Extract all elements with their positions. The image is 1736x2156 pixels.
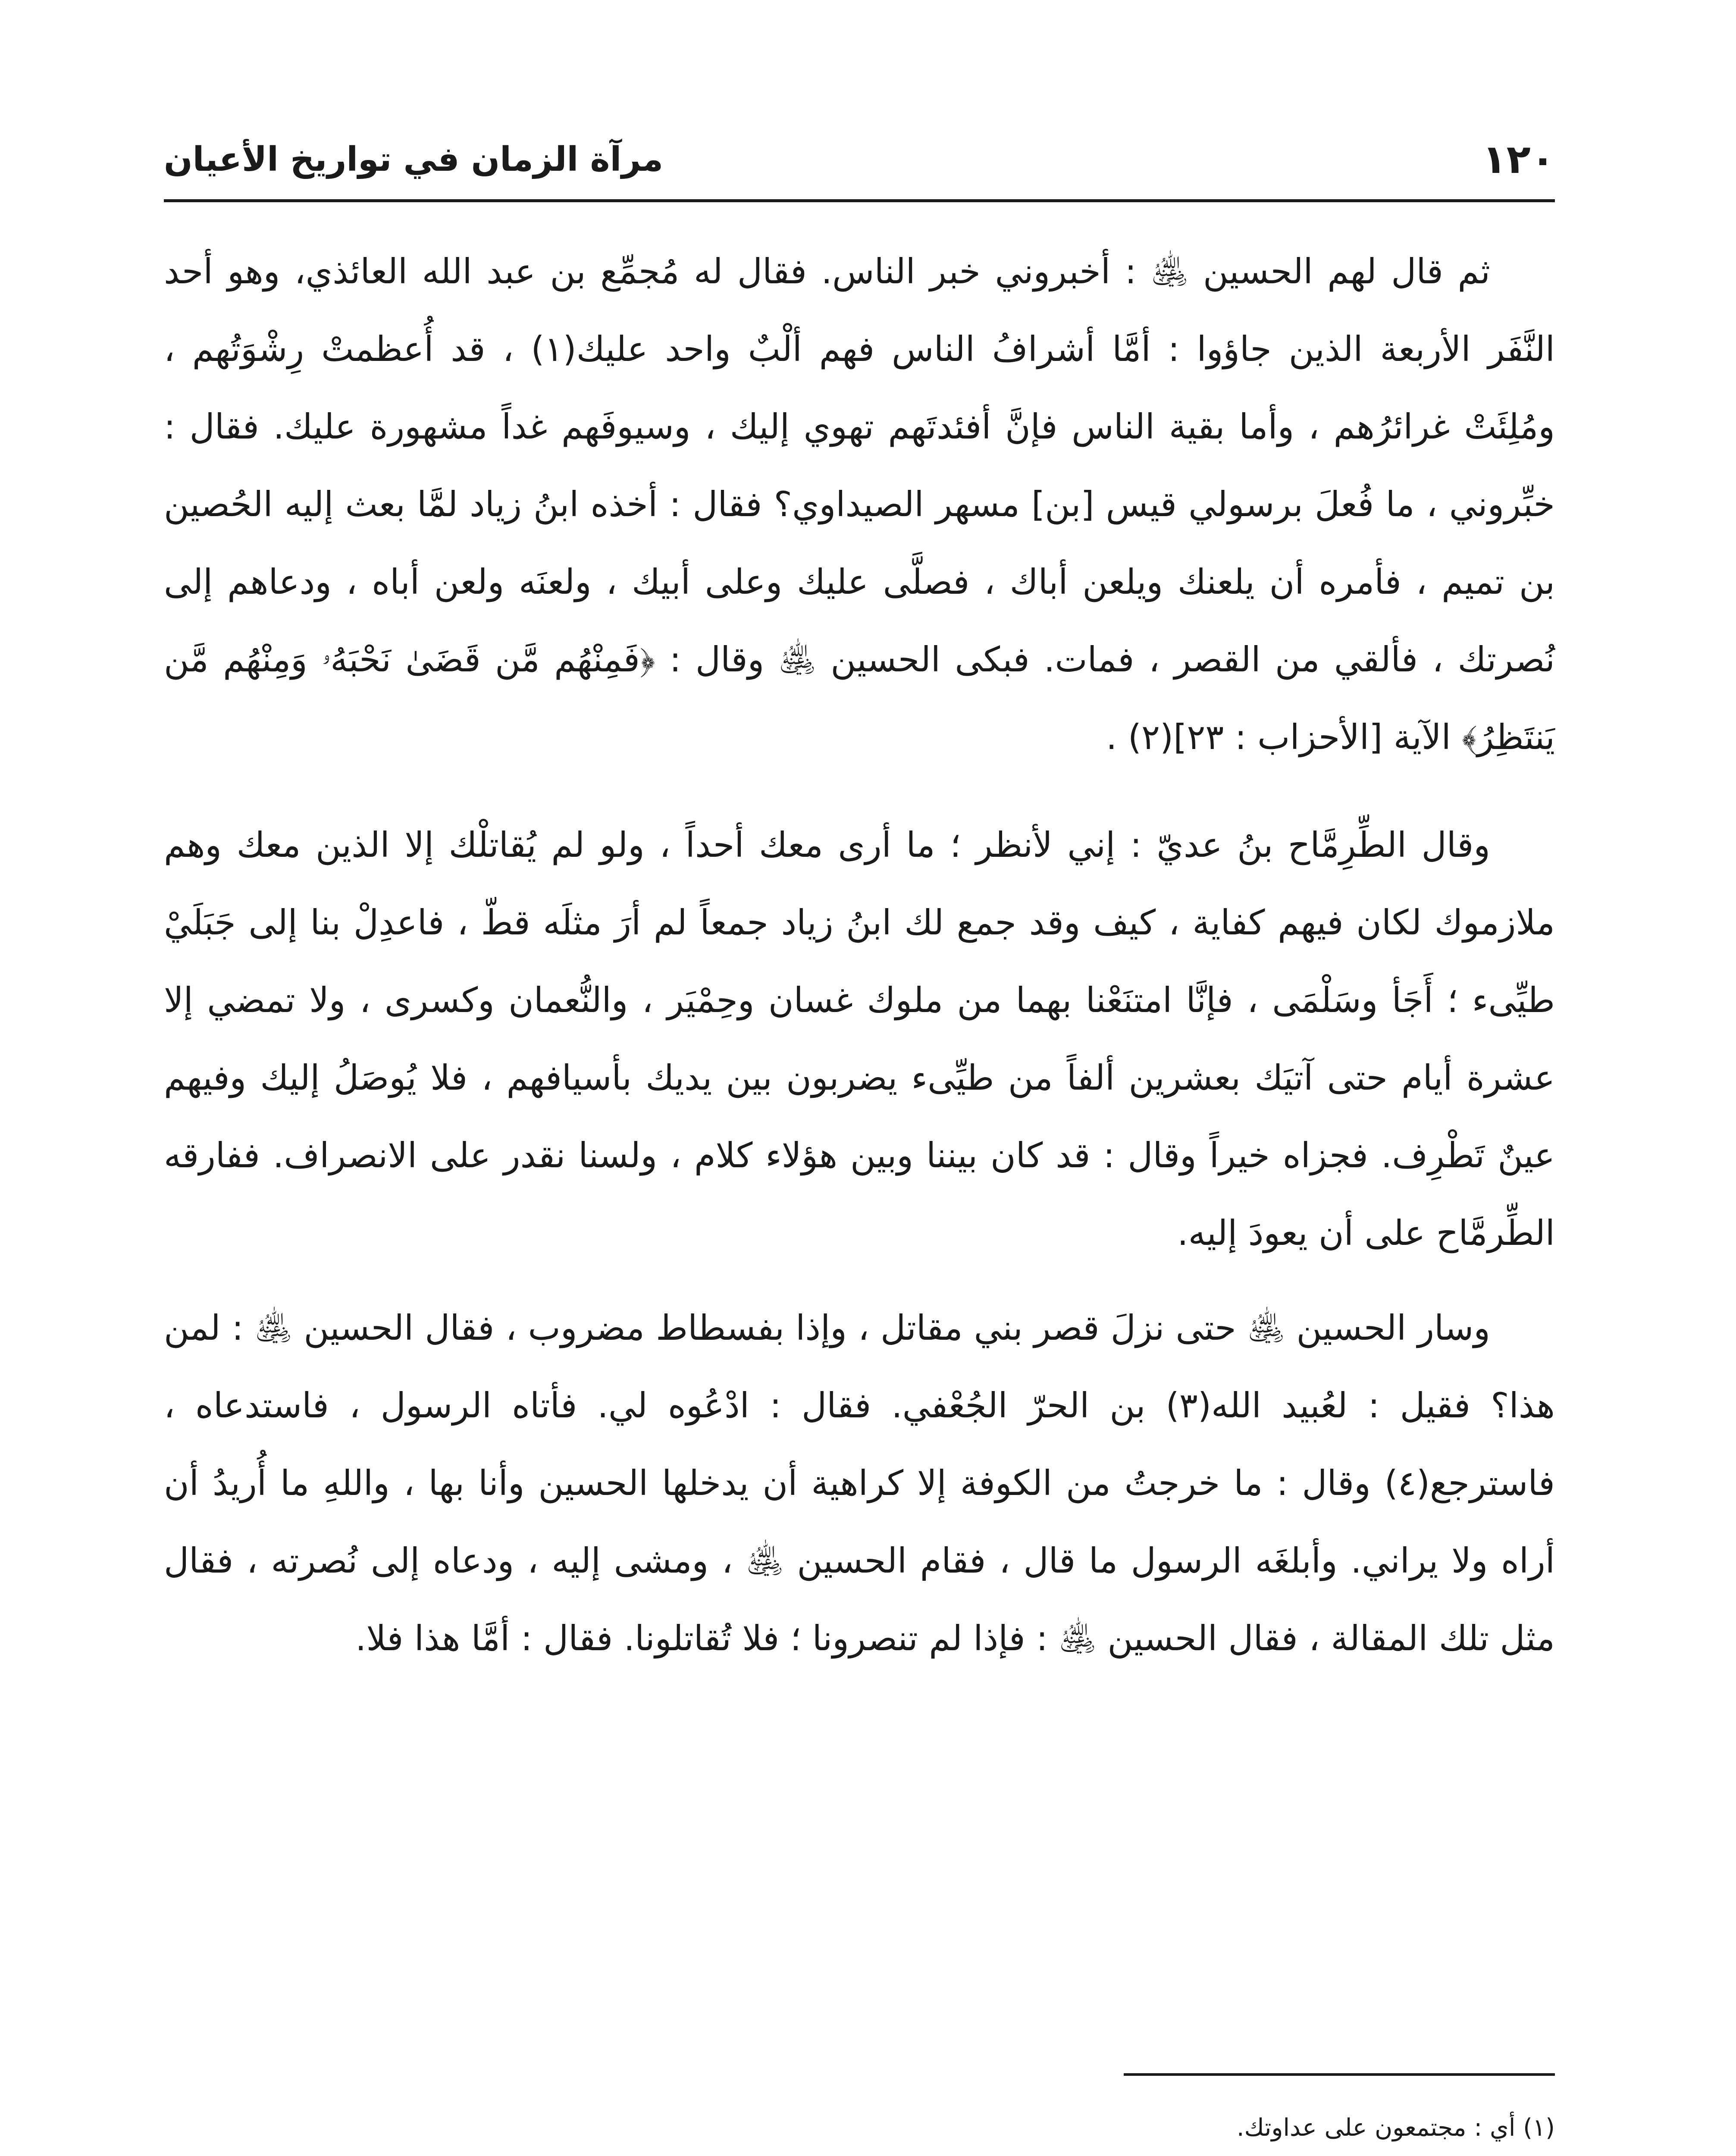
- main-text: [164, 233, 1555, 1703]
- running-title: مرآة الزمان في تواريخ الأعيان: [164, 140, 664, 179]
- footnote-separator: [1124, 2073, 1555, 2076]
- paragraph-1: ثم قال لهم الحسين ﵁ : أخبروني خبر الناس. فقال له مُجمِّع بن عبد الله العائذي، وهو أحد النَّفَر الأربعة الذين جاؤوا : أمَّا أشرافُ الناس فهم ألْبٌ واحد عليك(١) ، قد أُعظمتْ رِشْوَتُهم ، ومُلِئَتْ غرائرُهم ، وأما بقية الناس فإنَّ أفئدتَهم تهوي إليك ، وسيوفَهم غداً مشهورة عليك. فقال : خبِّروني ، ما فُعلَ برسولي قيس [بن] مسهر الصيداوي؟ فقال : أخذه ابنُ زياد لمَّا بعث إليه الحُصين بن تميم ، فأمره أن يلعنك ويلعن أباك ، فصلَّى عليك وعلى أبيك ، ولعنَه ولعن أباه ، ودعاهم إلى نُصرتك ، فألقي من القصر ، فمات. فبكى الحسين ﵁ وقال : ﴿فَمِنْهُم مَّن قَضَىٰ نَحْبَهُۥ وَمِنْهُم مَّن يَنتَظِرُ﴾ الآية [الأحزاب : ٢٣](٢) .: [164, 251, 1555, 757]
- footnote-1: (١) أي : مجتمعون على عداوتك.: [1236, 2114, 1555, 2142]
- paragraph-2: وقال الطِّرِمَّاح بنُ عديّ : إني لأنظر ؛ ما أرى معك أحداً ، ولو لم يُقاتلْك إلا الذين معك وهم ملازموك لكان فيهم كفاية ، كيف وقد جمع لك ابنُ زياد جمعاً لم أرَ مثلَه قطّ ، فاعدِلْ بنا إلى جَبَلَيْ طيِّىء ؛ أَجَأ وسَلْمَى ، فإنَّا امتنَعْنا بهما من ملوك غسان وحِمْيَر ، والنُّعمان وكسرى ، ولا تمضي إلا عشرة أيام حتى آتيَك بعشرين ألفاً من طيِّىء يضربون بين يديك بأسيافهم ، فلا يُوصَلُ إليك وفيهم عينٌ تَطْرِف. فجزاه خيراً وقال : قد كان بيننا وبين هؤلاء كلام ، ولسنا نقدر على الانصراف. ففارقه الطِّرمَّاح على أن يعودَ إليه.: [164, 825, 1555, 1253]
- page-number: ١٢٠: [1482, 136, 1555, 182]
- page-header: [164, 129, 1555, 194]
- header-rule: [164, 199, 1555, 202]
- paragraph-3: وسار الحسين ﵁ حتى نزلَ قصر بني مقاتل ، وإذا بفسطاط مضروب ، فقال الحسين ﵁ : لمن هذا؟ فقيل : لعُبيد الله(٣) بن الحرّ الجُعْفي. فقال : ادْعُوه لي. فأتاه الرسول ، فاستدعاه ، فاسترجع(٤) وقال : ما خرجتُ من الكوفة إلا كراهية أن يدخلها الحسين وأنا بها ، واللهِ ما أُريدُ أن أراه ولا يراني. وأبلغَه الرسول ما قال ، فقام الحسين ﵁ ، ومشى إليه ، ودعاه إلى نُصرته ، فقال مثل تلك المقالة ، فقال الحسين ﵁ : فإذا لم تنصرونا ؛ فلا تُقاتلونا. فقال : أمَّا هذا فلا.: [164, 1308, 1555, 1658]
- footnotes: [164, 2100, 1555, 2156]
